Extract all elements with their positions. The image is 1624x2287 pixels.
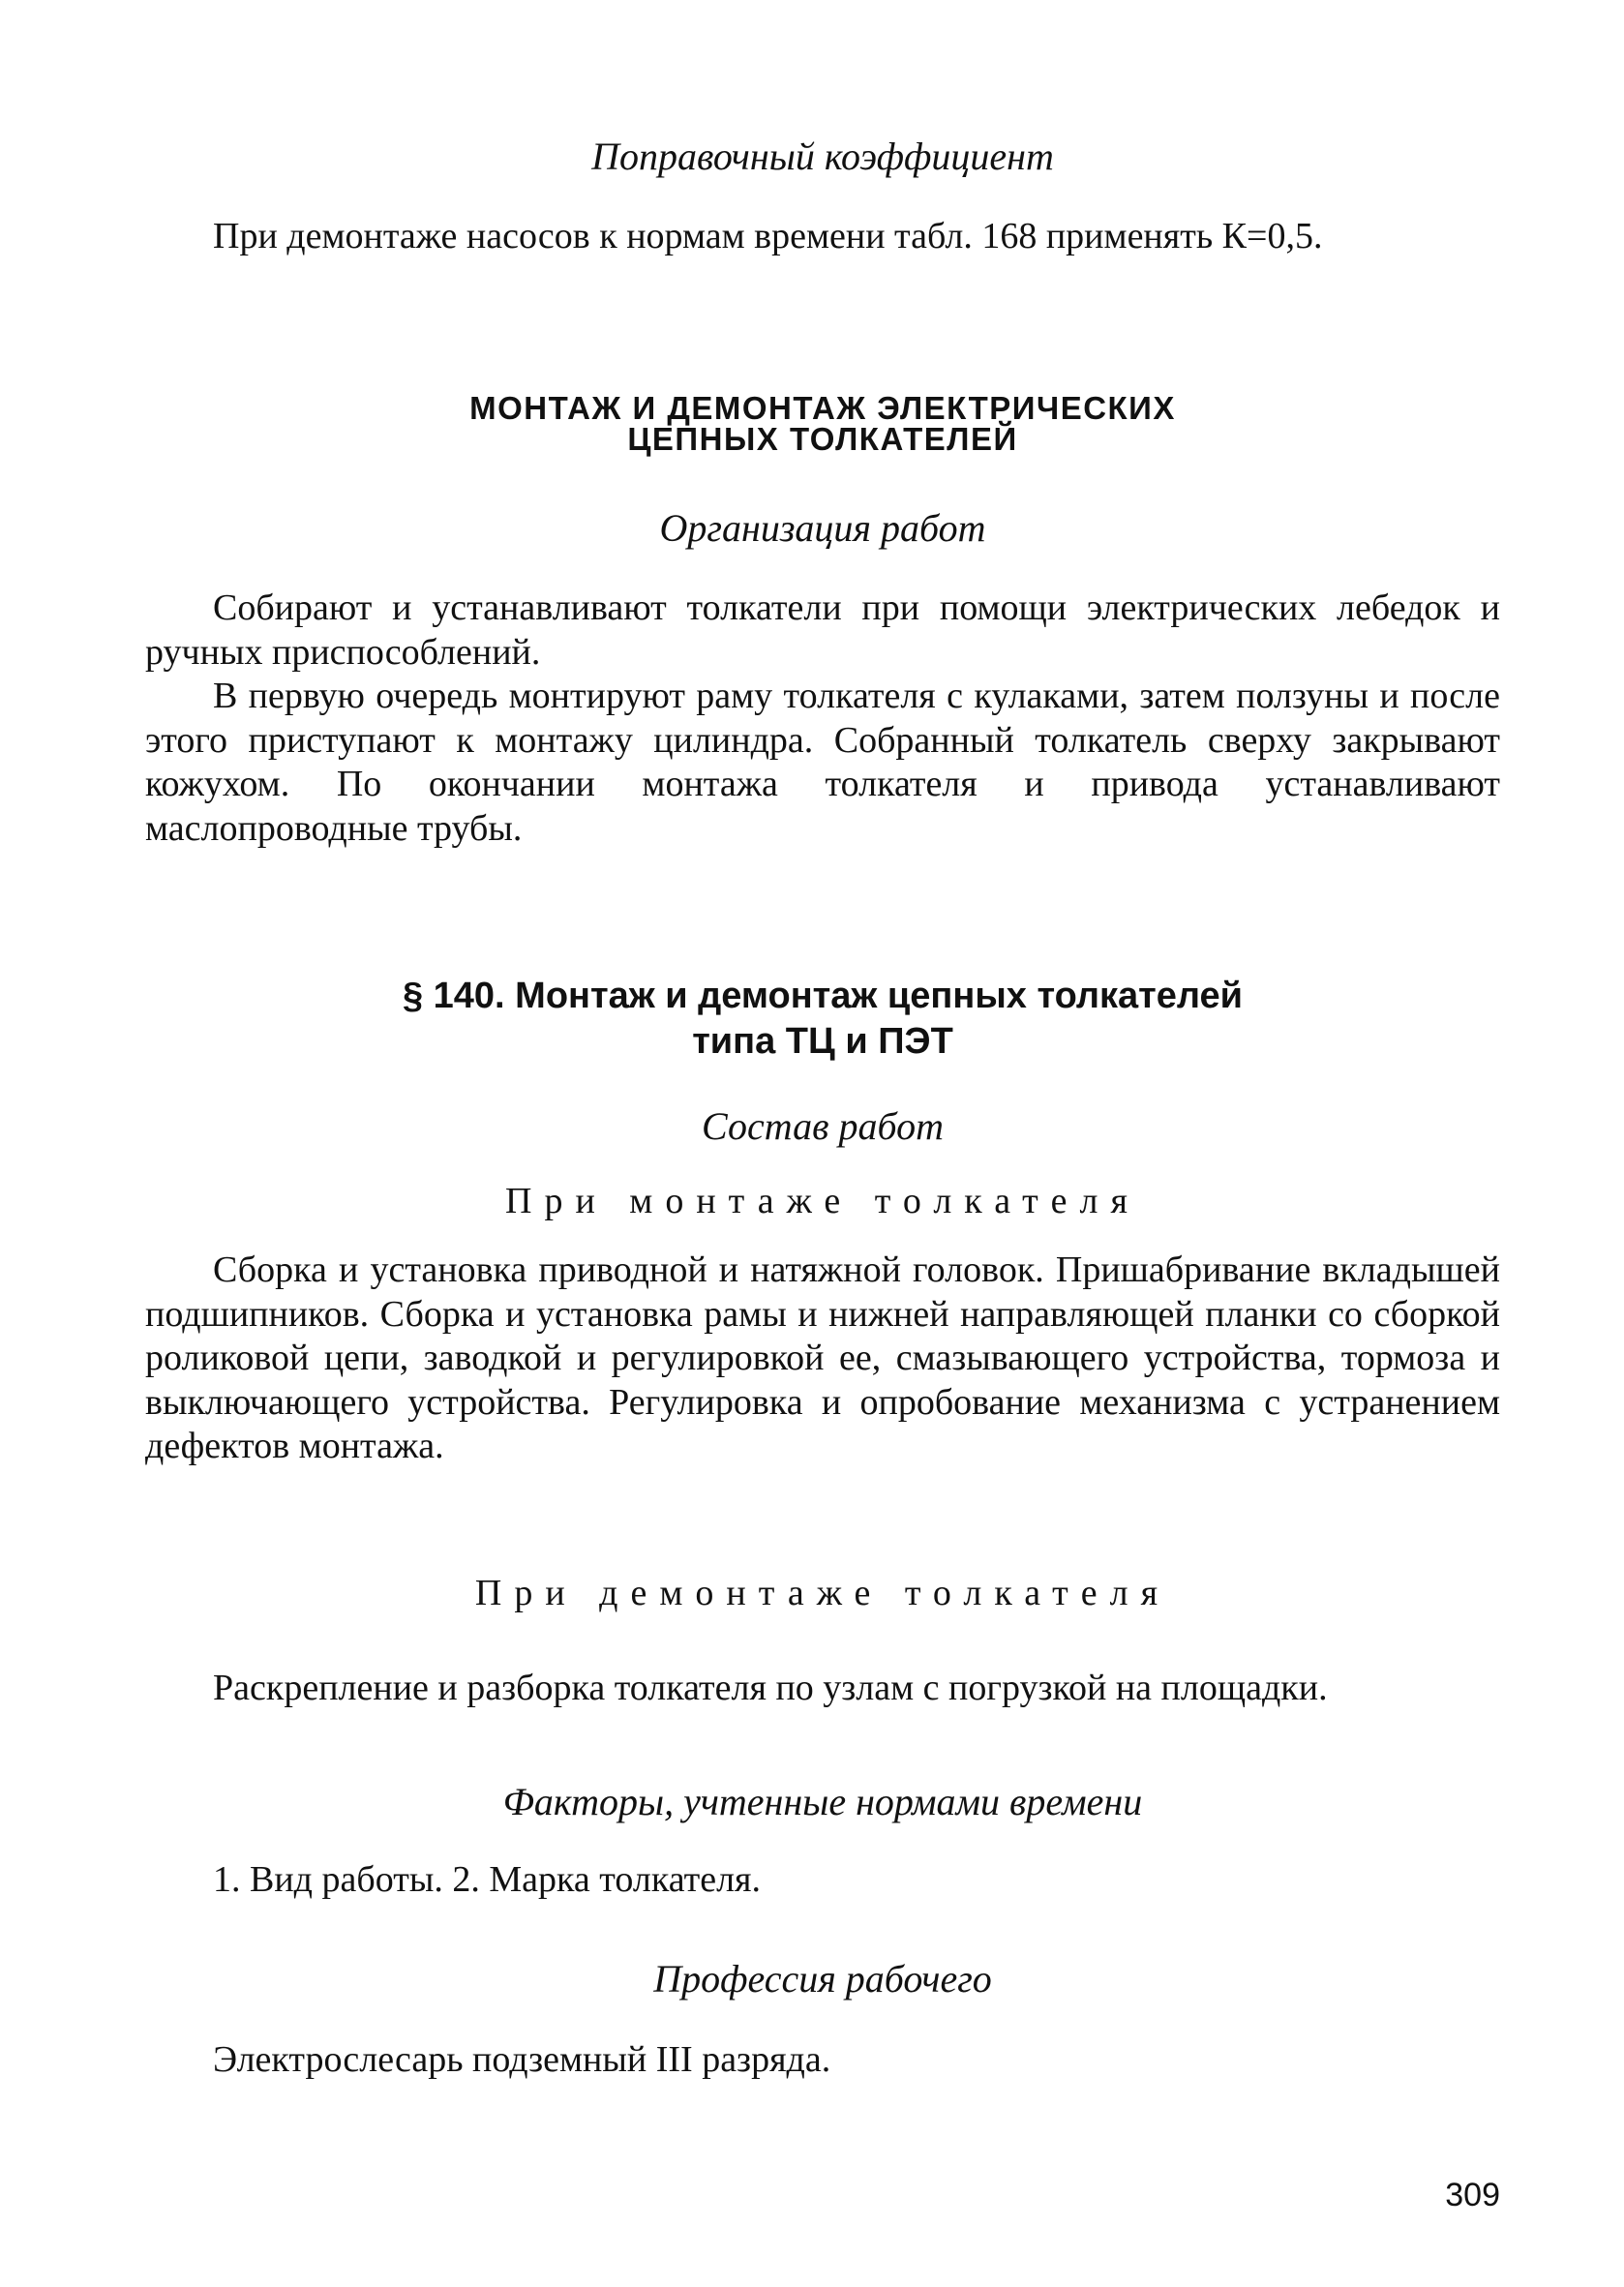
organization-heading: Организация работ <box>659 506 986 550</box>
correction-text: При демонтаже насосов к нормам времени табл. 168 применять К=0,5. <box>213 216 1323 256</box>
factors-heading: Факторы, учтенные нормами времени <box>502 1780 1143 1823</box>
section-140-title-line2: типа ТЦ и ПЭТ <box>692 1021 953 1062</box>
dismounting-heading: При демонтаже толкателя <box>474 1573 1171 1613</box>
section-140-title-line1: § 140. Монтаж и демонтаж цепных толкателей <box>402 976 1244 1016</box>
mounting-text: Сборка и установка приводной и натяжной головок. Пришабривание вкладышей подшипников. Сборка и установка рамы и нижней направляющей планки со сборкой роликовой цепи, заводкой и регулировкой ее, смазывающего устройства, тормоза и выключающего устройства. Регулировка и опробование механизма с устранением дефектов монтажа. <box>145 1249 1500 1466</box>
profession-heading: Профессия рабочего <box>653 1957 992 2001</box>
profession-text: Электрослесарь подземный III разряда. <box>213 2039 831 2080</box>
mounting-heading: При монтаже толкателя <box>505 1181 1140 1221</box>
organization-paragraph-1: Собирают и устанавливают толкатели при помощи электрических лебедок и ручных приспособлений. <box>145 587 1500 673</box>
composition-heading: Состав работ <box>702 1104 944 1148</box>
dismounting-text: Раскрепление и разборка толкателя по узлам с погрузкой на площадки. <box>213 1668 1328 1708</box>
organization-paragraph-2: В первую очередь монтируют раму толкателя с кулаками, затем ползуны и после этого приступают к монтажу цилиндра. Собранный толкатель сверху закрывают кожухом. По окончании монтажа толкателя и привода устанавливают маслопроводные трубы. <box>145 676 1500 849</box>
electric-pushers-title-line1: МОНТАЖ И ДЕМОНТАЖ ЭЛЕКТРИЧЕСКИХ <box>469 390 1176 426</box>
correction-heading: Поправочный коэффициент <box>591 135 1054 178</box>
page-number: 309 <box>1445 2177 1500 2213</box>
electric-pushers-title-line2: ЦЕПНЫХ ТОЛКАТЕЛЕЙ <box>627 421 1018 457</box>
factors-text: 1. Вид работы. 2. Марка толкателя. <box>213 1859 762 1900</box>
